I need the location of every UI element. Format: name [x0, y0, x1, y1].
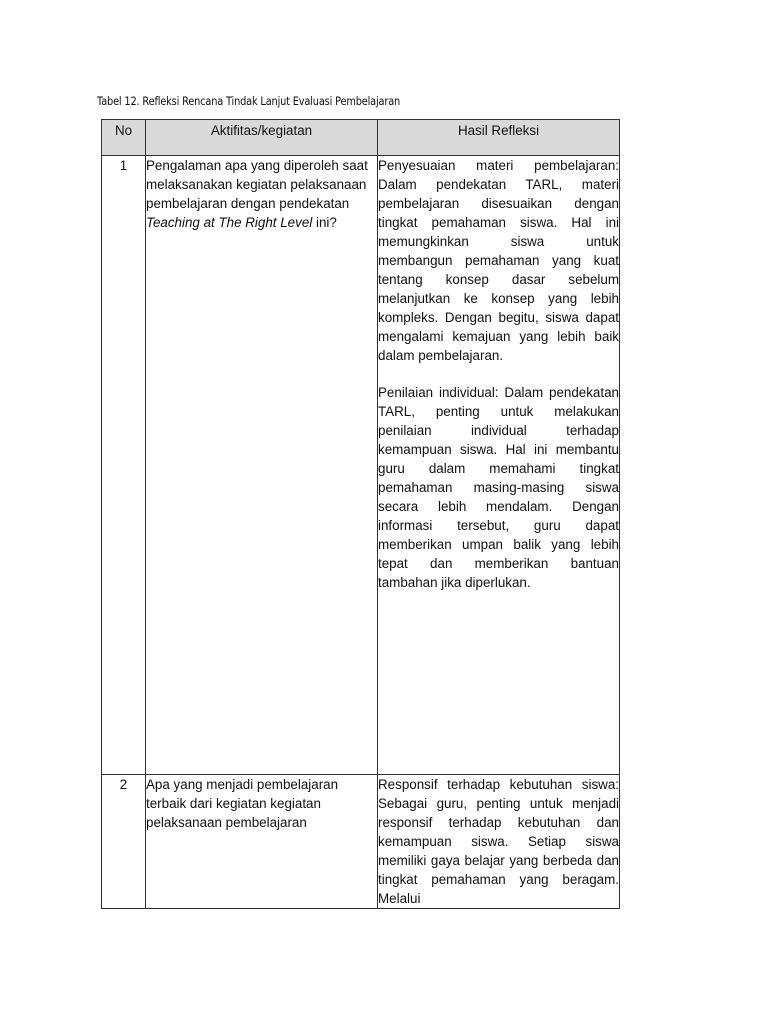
activity-emphasis: Teaching at The Right Level: [146, 215, 313, 230]
header-no: No: [102, 120, 146, 156]
header-activity: Aktifitas/kegiatan: [146, 120, 378, 156]
table-header-row: [102, 120, 620, 156]
activity-cell: Apa yang menjadi pembelajaran terbaik dari kegiatan kegiatan pelaksanaan pembelajaran: [146, 775, 378, 909]
activity-cell: [146, 156, 378, 775]
table-row: [102, 775, 620, 909]
row-number: 2: [102, 775, 146, 909]
activity-text-end: ini?: [312, 215, 337, 230]
result-paragraph: Penilaian individual: Dalam pendekatan TARL, penting untuk melakukan penilaian individual terhadap kemampuan siswa. Hal ini membantu guru dalam memahami tingkat pemahaman masing-masing siswa secara lebih mendalam. Dengan informasi tersebut, guru dapat memberikan umpan balik yang lebih tepat dan memberikan bantuan tambahan jika diperlukan.: [378, 385, 619, 590]
result-paragraph: Responsif terhadap kebutuhan siswa: Sebagai guru, penting untuk menjadi responsif terhadap kebutuhan dan kemampuan siswa. Setiap siswa memiliki gaya belajar yang berbeda dan tingkat pemahaman yang beragam. Melalui: [378, 777, 619, 906]
row-number: 1: [102, 156, 146, 775]
header-result: Hasil Refleksi: [378, 120, 620, 156]
table-row: [102, 156, 620, 775]
activity-text: Pengalaman apa yang diperoleh saat melaksanakan kegiatan pelaksanaan pembelajaran dengan pendekatan: [146, 158, 368, 211]
reflection-table: [101, 119, 620, 909]
table-caption: Tabel 12. Refleksi Rencana Tindak Lanjut Evaluasi Pembelajaran: [97, 94, 401, 108]
result-cell: [378, 775, 620, 909]
result-paragraph: Penyesuaian materi pembelajaran: Dalam pendekatan TARL, materi pembelajaran disesuaikan dengan tingkat pemahaman siswa. Hal ini memungkinkan siswa untuk membangun pemahaman yang kuat tentang konsep dasar sebelum melanjutkan ke konsep yang lebih kompleks. Dengan begitu, siswa dapat mengalami kemajuan yang lebih baik dalam pembelajaran.: [378, 158, 619, 363]
result-cell: [378, 156, 620, 775]
